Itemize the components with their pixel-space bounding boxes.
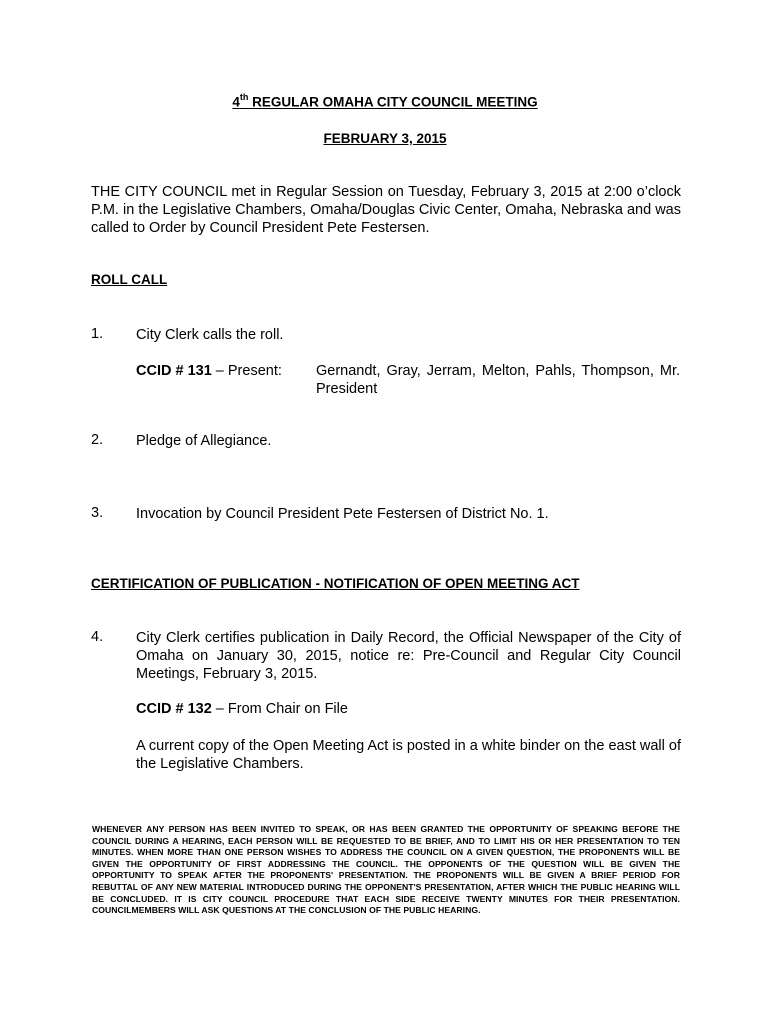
intro-paragraph: THE CITY COUNCIL met in Regular Session on Tuesday, February 3, 2015 at 2:00 o’clock P.M. in the Legislative Chambers, Omaha/Douglas Civic Center, Omaha, Nebraska and was called to Order by Council President Pete Festersen.	[91, 184, 681, 236]
meeting-title	[0, 93, 770, 110]
ccid-line	[136, 700, 348, 718]
public-hearing-notice: WHENEVER ANY PERSON HAS BEEN INVITED TO SPEAK, OR HAS BEEN GRANTED THE OPPORTUNITY OF SPEAKING BEFORE THE COUNCIL DURING A HEARING, EACH PERSON WILL BE REQUESTED TO BE BRIEF, AND TO LIMIT HIS OR HER PRESENTATION TO TEN MINUTES. WHEN MORE THAN ONE PERSON WISHES TO ADDRESS THE COUNCIL ON A GIVEN QUESTION, THE PROPONENTS WILL BE GIVEN THE OPPORTUNITY OF FIRST ADDRESSING THE COUNCIL. THE OPPONENTS OF THE QUESTION WILL BE GIVEN THE OPPORTUNITY TO SPEAK AFTER THE PROPONENTS' PRESENTATION. THE PROPONENTS WILL BE GIVEN A BRIEF PERIOD FOR REBUTTAL OF ANY NEW MATERIAL INTRODUCED DURING THE OPPONENT'S PRESENTATION, AFTER WHICH THE PUBLIC HEARING WILL BE CONCLUDED. IT IS CITY COUNCIL PROCEDURE THAT EACH SIDE RECEIVE TWENTY MINUTES FOR THEIR PRESENTATION. COUNCILMEMBERS WILL ASK QUESTIONS AT THE CONCLUSION OF THE PUBLIC HEARING.	[92, 824, 680, 916]
ccid-suffix: – Present:	[211, 363, 282, 379]
ccid-label: CCID # 132	[136, 701, 212, 717]
item-number: 3.	[91, 505, 104, 521]
ccid-line	[136, 362, 282, 380]
item-text: Invocation by Council President Pete Festersen of District No. 1.	[136, 506, 549, 522]
item-number: 1.	[91, 326, 104, 342]
item-number: 2.	[91, 432, 104, 448]
ccid-label: CCID # 131	[136, 363, 212, 379]
title-ordinal-suffix: th	[239, 92, 249, 102]
meeting-date: FEBRUARY 3, 2015	[323, 131, 447, 146]
open-meeting-act-note: A current copy of the Open Meeting Act is posted in a white binder on the east wall of the Legislative Chambers.	[136, 738, 681, 772]
item-text: Pledge of Allegiance.	[136, 433, 272, 449]
item-number: 4.	[91, 629, 104, 645]
item-text: City Clerk calls the roll.	[136, 327, 284, 343]
item-text: City Clerk certifies publication in Daily Record, the Official Newspaper of the City of Omaha on January 30, 2015, notice re: Pre-Council and Regular City Council Meetings, February 3, 2015.	[136, 630, 681, 682]
present-members: Gernandt, Gray, Jerram, Melton, Pahls, Thompson, Mr. President	[316, 363, 680, 397]
title-ordinal: 4	[232, 94, 240, 110]
ccid-suffix: – From Chair on File	[211, 701, 348, 717]
certification-heading: CERTIFICATION OF PUBLICATION - NOTIFICATION OF OPEN MEETING ACT	[91, 576, 580, 591]
roll-call-heading: ROLL CALL	[91, 272, 168, 287]
title-text: REGULAR OMAHA CITY COUNCIL MEETING	[248, 94, 538, 110]
